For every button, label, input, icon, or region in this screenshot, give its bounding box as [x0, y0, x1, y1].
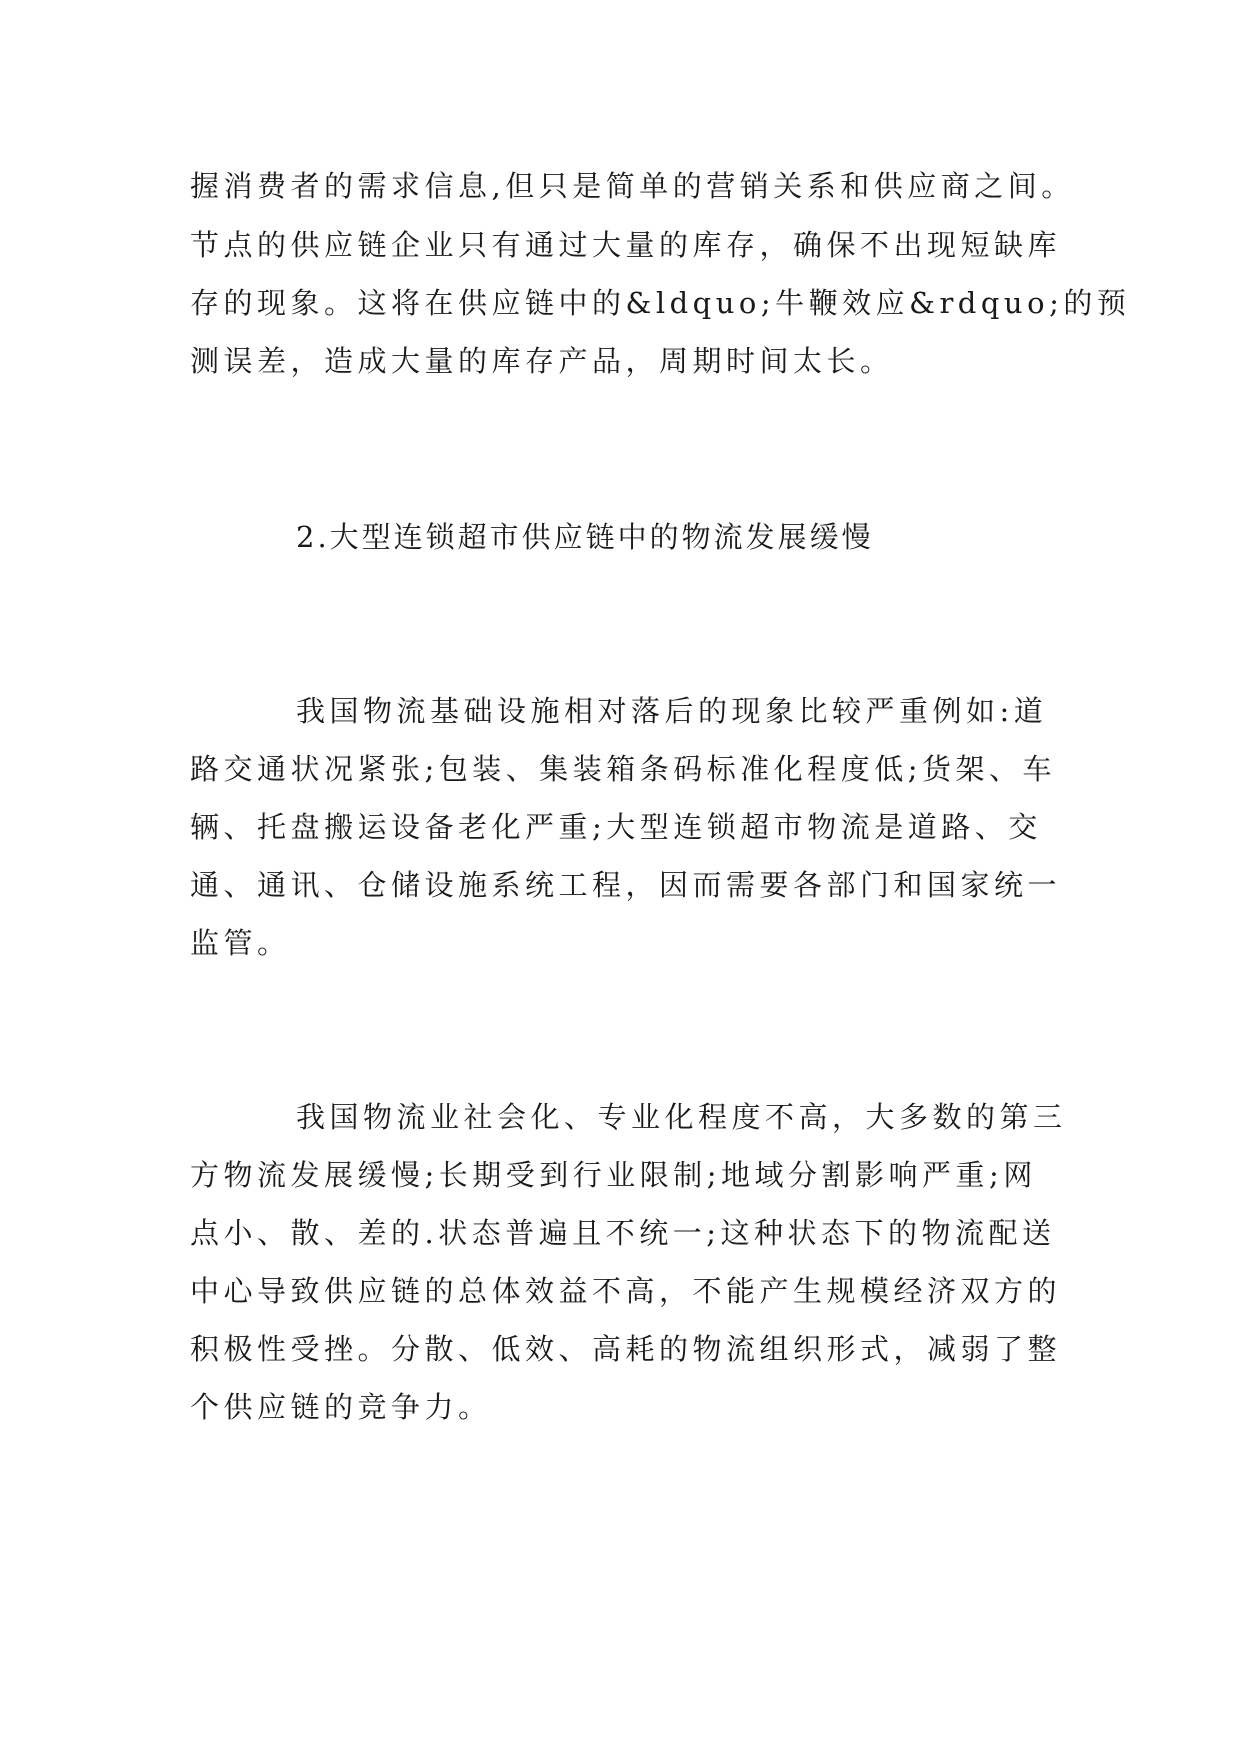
paragraph-line: 辆、托盘搬运设备老化严重;大型连锁超市物流是道路、交 [190, 810, 1042, 844]
paragraph-line: 中心导致供应链的总体效益不高，不能产生规模经济双方的 [190, 1274, 1062, 1308]
paragraph-line: 我国物流业社会化、专业化程度不高，大多数的第三 [296, 1100, 1067, 1134]
paragraph-line: 监管。 [190, 926, 291, 960]
section-heading: 2.大型连锁超市供应链中的物流发展缓慢 [296, 520, 874, 554]
paragraph-line: 个供应链的竞争力。 [190, 1390, 492, 1424]
paragraph-line: 测误差，造成大量的库存产品，周期时间太长。 [190, 344, 894, 378]
paragraph-line: 我国物流基础设施相对落后的现象比较严重例如:道 [296, 694, 1048, 728]
paragraph-line: 存的现象。这将在供应链中的&ldquo;牛鞭效应&rdquo;的预 [190, 286, 1131, 320]
paragraph-line: 方物流发展缓慢;长期受到行业限制;地域分割影响严重;网 [190, 1158, 1037, 1192]
paragraph-line: 路交通状况紧张;包装、集装箱条码标准化程度低;货架、车 [190, 752, 1057, 786]
paragraph-line: 积极性受挫。分散、低效、高耗的物流组织形式，减弱了整 [190, 1332, 1062, 1366]
paragraph-line: 握消费者的需求信息,但只是简单的营销关系和供应商之间。 [190, 169, 1075, 203]
paragraph-line: 节点的供应链企业只有通过大量的库存，确保不出现短缺库 [190, 228, 1062, 262]
paragraph-line: 通、通讯、仓储设施系统工程，因而需要各部门和国家统一 [190, 868, 1062, 902]
paragraph-line: 点小、散、差的.状态普遍且不统一;这种状态下的物流配送 [190, 1216, 1056, 1250]
